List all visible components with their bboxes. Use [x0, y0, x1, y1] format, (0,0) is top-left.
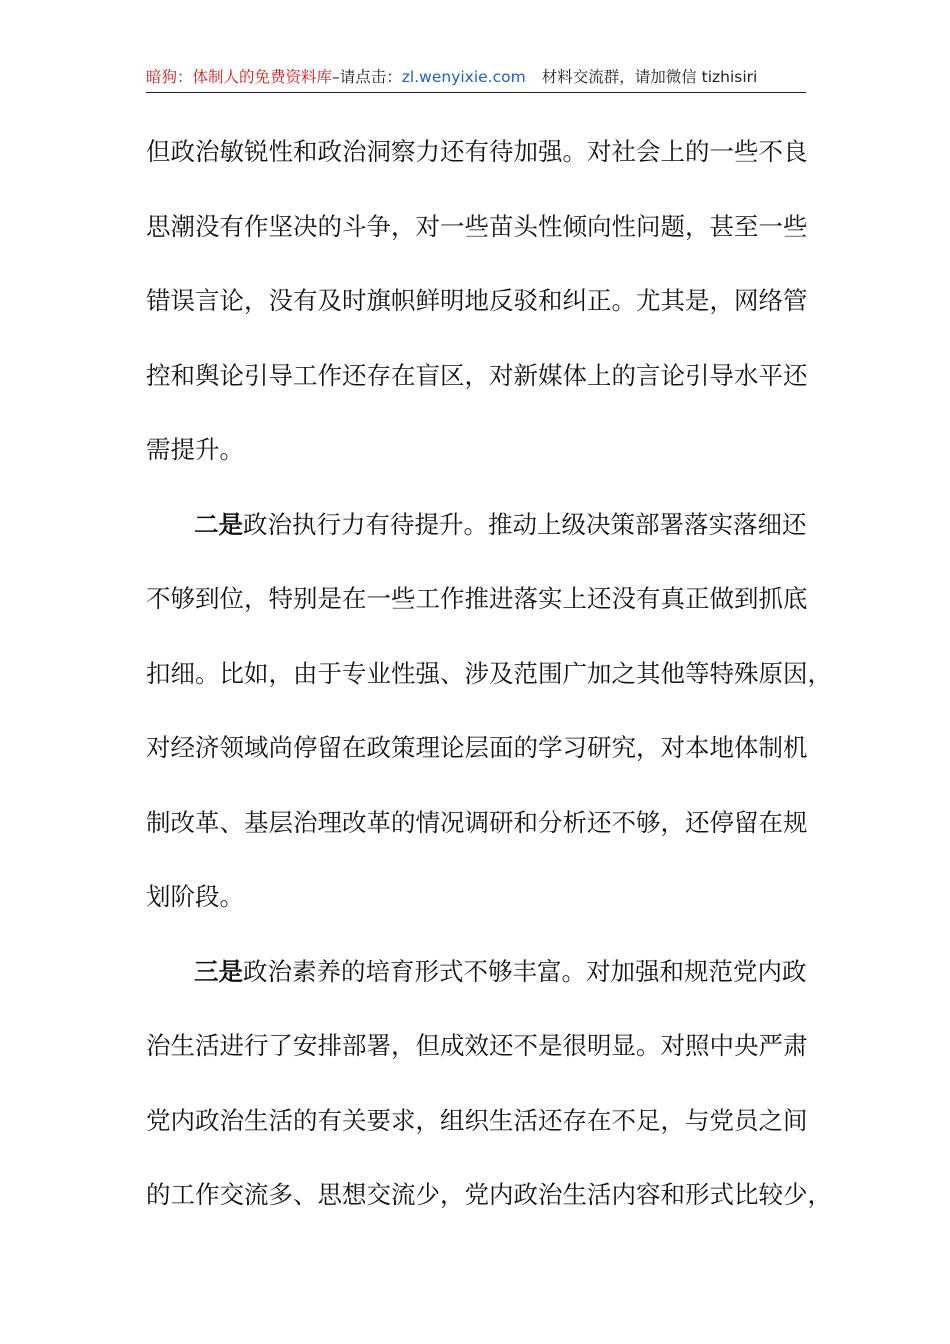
- paragraph-2-lead: 二是: [194, 509, 243, 539]
- text-line: 但政治敏锐性和政治洞察力还有待加强。对社会上的一些不良: [146, 137, 808, 166]
- paragraph-2-first-text: 政治执行力有待提升。推动上级决策部署落实落细还: [243, 509, 807, 539]
- header-url-link[interactable]: zl.wenyixie.com: [401, 68, 526, 86]
- text-line: 错误言论，没有及时旗帜鲜明地反驳和纠正。尤其是，网络管: [146, 286, 808, 315]
- text-line: 不够到位，特别是在一些工作推进落实上还没有真正做到抓底: [146, 584, 808, 613]
- text-line: 的工作交流多、思想交流少，党内政治生活内容和形式比较少，: [146, 1180, 832, 1209]
- page-header: [146, 62, 806, 93]
- header-group-info: 材料交流群，请加微信 tizhisiri: [541, 68, 758, 86]
- text-line: 控和舆论引导工作还存在盲区，对新媒体上的言论引导水平还: [146, 360, 808, 390]
- document-body: [146, 115, 832, 1233]
- text-line: 党内政治生活的有关要求，组织生活还存在不足，与党员之间: [146, 1105, 808, 1135]
- paragraph-2-first-line: [146, 488, 810, 563]
- text-line: 对经济领域尚停留在政策理论层面的学习研究，对本地体制机: [146, 733, 808, 762]
- text-line: 治生活进行了安排部署，但成效还不是很明显。对照中央严肃: [146, 1031, 808, 1060]
- text-line: 需提升。: [146, 435, 244, 464]
- header-click-prompt: –请点击：: [332, 68, 402, 86]
- paragraph-3-first-line: [146, 935, 810, 1010]
- text-line: 扣细。比如，由于专业性强、涉及范围广加之其他等特殊原因，: [146, 658, 832, 688]
- header-brand: 暗狗：体制人的免费资料库: [146, 68, 333, 86]
- paragraph-3-first-text: 政治素养的培育形式不够丰富。对加强和规范党内政: [243, 956, 807, 986]
- paragraph-3-lead: 三是: [194, 956, 243, 986]
- text-line: 划阶段。: [146, 882, 244, 911]
- text-line: 制改革、基层治理改革的情况调研和分析还不够，还停留在规: [146, 807, 808, 837]
- text-line: 思潮没有作坚决的斗争，对一些苗头性倾向性问题，甚至一些: [146, 211, 808, 241]
